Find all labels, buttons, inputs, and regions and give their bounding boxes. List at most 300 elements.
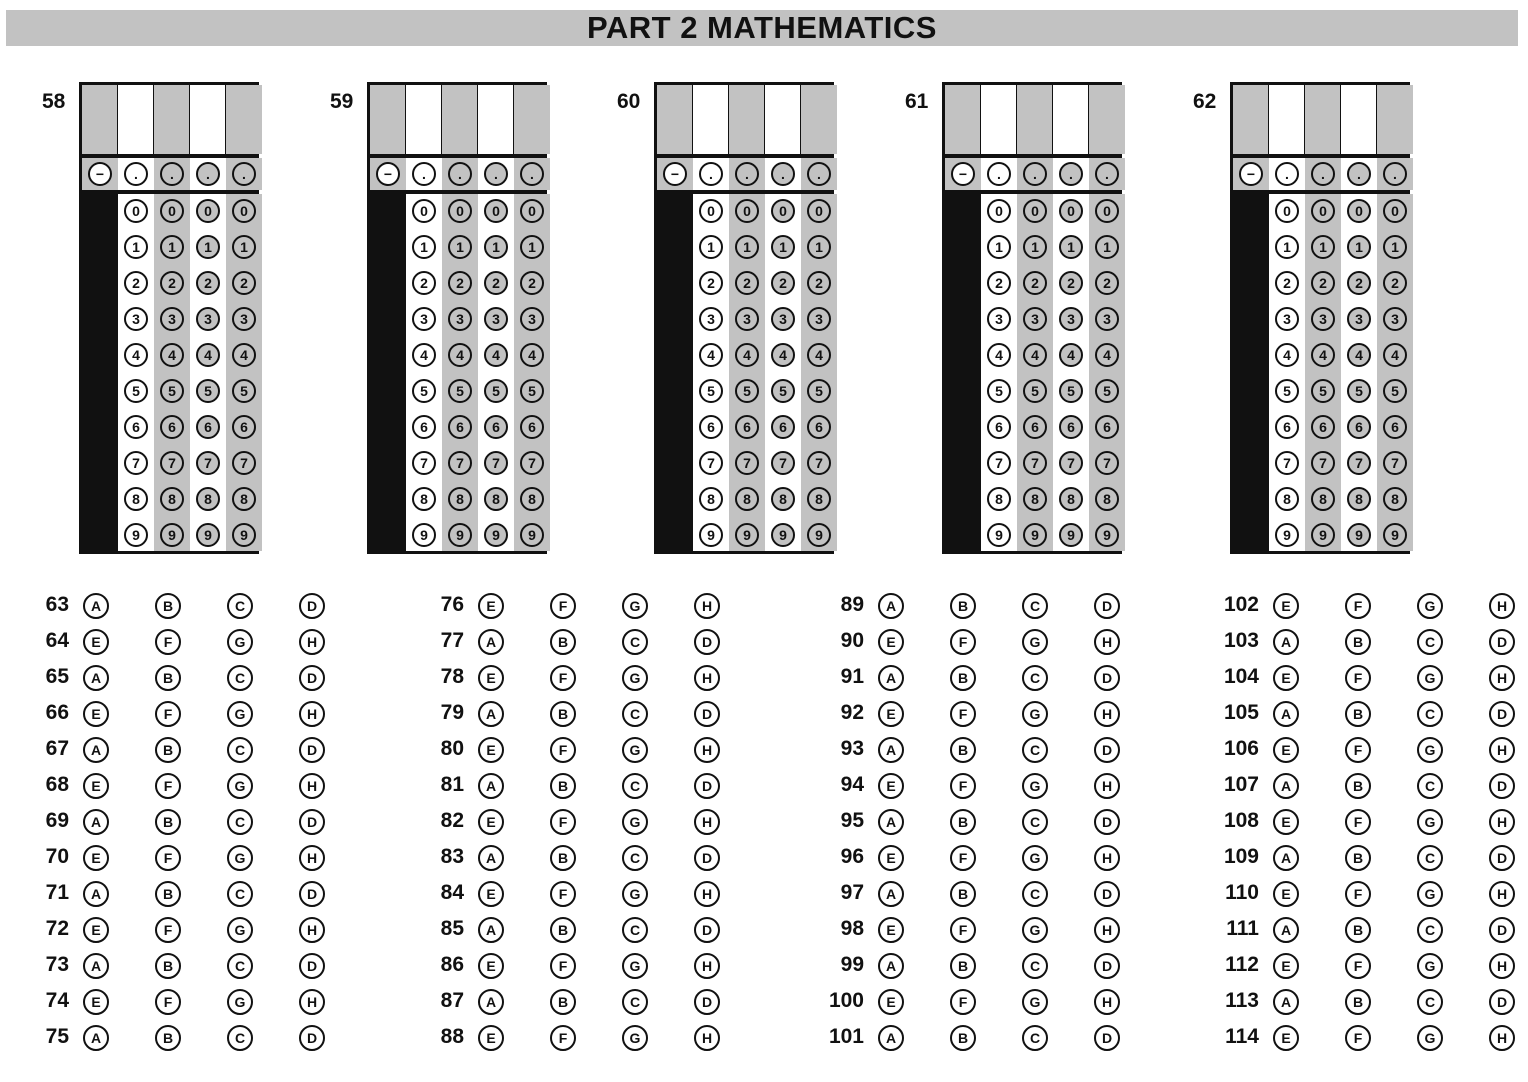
digit-bubble[interactable]: 2 xyxy=(1023,271,1047,295)
answer-bubble[interactable]: H xyxy=(1489,737,1515,763)
answer-bubble[interactable]: F xyxy=(155,629,181,655)
digit-bubble[interactable]: 4 xyxy=(1275,343,1299,367)
answer-bubble[interactable]: B xyxy=(155,593,181,619)
answer-bubble[interactable]: A xyxy=(1273,773,1299,799)
answer-bubble[interactable]: C xyxy=(622,989,648,1015)
answer-bubble[interactable]: A xyxy=(478,701,504,727)
minus-bubble[interactable]: − xyxy=(88,162,112,186)
decimal-bubble[interactable]: . xyxy=(1347,162,1371,186)
answer-bubble[interactable]: E xyxy=(478,737,504,763)
answer-bubble[interactable]: C xyxy=(227,593,253,619)
decimal-bubble[interactable]: . xyxy=(807,162,831,186)
answer-bubble[interactable]: G xyxy=(1417,809,1443,835)
digit-bubble[interactable]: 4 xyxy=(699,343,723,367)
digit-bubble[interactable]: 2 xyxy=(1059,271,1083,295)
answer-bubble[interactable]: F xyxy=(550,737,576,763)
answer-bubble[interactable]: B xyxy=(155,953,181,979)
answer-bubble[interactable]: F xyxy=(950,629,976,655)
answer-bubble[interactable]: D xyxy=(694,773,720,799)
answer-bubble[interactable]: C xyxy=(1022,593,1048,619)
write-in-box[interactable] xyxy=(1341,85,1377,154)
answer-bubble[interactable]: F xyxy=(155,989,181,1015)
write-in-box[interactable] xyxy=(1269,85,1305,154)
digit-bubble[interactable]: 8 xyxy=(1347,487,1371,511)
write-in-box[interactable] xyxy=(1089,85,1125,154)
answer-bubble[interactable]: B xyxy=(550,701,576,727)
write-in-box[interactable] xyxy=(1053,85,1089,154)
digit-bubble[interactable]: 8 xyxy=(987,487,1011,511)
decimal-bubble[interactable]: . xyxy=(448,162,472,186)
digit-bubble[interactable]: 8 xyxy=(1311,487,1335,511)
digit-bubble[interactable]: 1 xyxy=(771,235,795,259)
digit-bubble[interactable]: 2 xyxy=(232,271,256,295)
digit-bubble[interactable]: 0 xyxy=(232,199,256,223)
answer-bubble[interactable]: D xyxy=(694,917,720,943)
digit-bubble[interactable]: 5 xyxy=(1347,379,1371,403)
answer-bubble[interactable]: F xyxy=(950,989,976,1015)
digit-bubble[interactable]: 7 xyxy=(699,451,723,475)
answer-bubble[interactable]: D xyxy=(299,1025,325,1051)
digit-bubble[interactable]: 6 xyxy=(1095,415,1119,439)
digit-bubble[interactable]: 8 xyxy=(1059,487,1083,511)
answer-bubble[interactable]: D xyxy=(1094,809,1120,835)
answer-bubble[interactable]: B xyxy=(550,845,576,871)
decimal-bubble[interactable]: . xyxy=(1383,162,1407,186)
answer-bubble[interactable]: F xyxy=(1345,881,1371,907)
minus-bubble[interactable]: − xyxy=(951,162,975,186)
digit-bubble[interactable]: 7 xyxy=(735,451,759,475)
digit-bubble[interactable]: 5 xyxy=(448,379,472,403)
digit-bubble[interactable]: 8 xyxy=(484,487,508,511)
digit-bubble[interactable]: 8 xyxy=(520,487,544,511)
answer-bubble[interactable]: C xyxy=(1022,665,1048,691)
answer-bubble[interactable]: C xyxy=(1022,737,1048,763)
write-in-box[interactable] xyxy=(82,85,118,154)
answer-bubble[interactable]: E xyxy=(878,845,904,871)
answer-bubble[interactable]: E xyxy=(478,665,504,691)
answer-bubble[interactable]: F xyxy=(1345,737,1371,763)
answer-bubble[interactable]: F xyxy=(1345,809,1371,835)
answer-bubble[interactable]: E xyxy=(878,773,904,799)
digit-bubble[interactable]: 1 xyxy=(520,235,544,259)
digit-bubble[interactable]: 3 xyxy=(1023,307,1047,331)
answer-bubble[interactable]: H xyxy=(299,989,325,1015)
digit-bubble[interactable]: 8 xyxy=(412,487,436,511)
digit-bubble[interactable]: 9 xyxy=(771,523,795,547)
digit-bubble[interactable]: 3 xyxy=(448,307,472,331)
answer-bubble[interactable]: C xyxy=(622,701,648,727)
digit-bubble[interactable]: 1 xyxy=(448,235,472,259)
answer-bubble[interactable]: G xyxy=(1022,845,1048,871)
answer-bubble[interactable]: B xyxy=(950,1025,976,1051)
answer-bubble[interactable]: D xyxy=(1094,881,1120,907)
answer-bubble[interactable]: F xyxy=(1345,1025,1371,1051)
decimal-bubble[interactable]: . xyxy=(987,162,1011,186)
answer-bubble[interactable]: C xyxy=(1022,809,1048,835)
answer-bubble[interactable]: E xyxy=(83,917,109,943)
digit-bubble[interactable]: 4 xyxy=(1023,343,1047,367)
answer-bubble[interactable]: B xyxy=(550,989,576,1015)
minus-bubble[interactable]: − xyxy=(376,162,400,186)
digit-bubble[interactable]: 5 xyxy=(412,379,436,403)
answer-bubble[interactable]: B xyxy=(950,809,976,835)
digit-bubble[interactable]: 3 xyxy=(987,307,1011,331)
answer-bubble[interactable]: B xyxy=(950,881,976,907)
digit-bubble[interactable]: 4 xyxy=(412,343,436,367)
answer-bubble[interactable]: E xyxy=(1273,593,1299,619)
answer-bubble[interactable]: D xyxy=(299,953,325,979)
digit-bubble[interactable]: 7 xyxy=(1275,451,1299,475)
digit-bubble[interactable]: 0 xyxy=(520,199,544,223)
write-in-box[interactable] xyxy=(1233,85,1269,154)
digit-bubble[interactable]: 9 xyxy=(1095,523,1119,547)
digit-bubble[interactable]: 4 xyxy=(124,343,148,367)
digit-bubble[interactable]: 0 xyxy=(699,199,723,223)
digit-bubble[interactable]: 8 xyxy=(232,487,256,511)
answer-bubble[interactable]: B xyxy=(950,593,976,619)
digit-bubble[interactable]: 7 xyxy=(771,451,795,475)
digit-bubble[interactable]: 2 xyxy=(196,271,220,295)
digit-bubble[interactable]: 2 xyxy=(160,271,184,295)
answer-bubble[interactable]: E xyxy=(478,953,504,979)
answer-bubble[interactable]: E xyxy=(878,989,904,1015)
digit-bubble[interactable]: 0 xyxy=(807,199,831,223)
answer-bubble[interactable]: D xyxy=(694,989,720,1015)
answer-bubble[interactable]: H xyxy=(694,953,720,979)
digit-bubble[interactable]: 9 xyxy=(987,523,1011,547)
answer-bubble[interactable]: A xyxy=(478,773,504,799)
digit-bubble[interactable]: 6 xyxy=(699,415,723,439)
answer-bubble[interactable]: H xyxy=(1489,665,1515,691)
minus-bubble[interactable]: − xyxy=(1239,162,1263,186)
answer-bubble[interactable]: F xyxy=(155,701,181,727)
digit-bubble[interactable]: 3 xyxy=(484,307,508,331)
answer-bubble[interactable]: A xyxy=(83,665,109,691)
digit-bubble[interactable]: 6 xyxy=(484,415,508,439)
digit-bubble[interactable]: 2 xyxy=(735,271,759,295)
answer-bubble[interactable]: F xyxy=(950,701,976,727)
answer-bubble[interactable]: C xyxy=(1417,845,1443,871)
answer-bubble[interactable]: G xyxy=(1022,773,1048,799)
answer-bubble[interactable]: D xyxy=(1094,953,1120,979)
answer-bubble[interactable]: D xyxy=(1094,1025,1120,1051)
digit-bubble[interactable]: 1 xyxy=(196,235,220,259)
answer-bubble[interactable]: A xyxy=(1273,989,1299,1015)
digit-bubble[interactable]: 2 xyxy=(448,271,472,295)
digit-bubble[interactable]: 5 xyxy=(1311,379,1335,403)
answer-bubble[interactable]: A xyxy=(83,809,109,835)
answer-bubble[interactable]: A xyxy=(1273,845,1299,871)
answer-bubble[interactable]: B xyxy=(550,773,576,799)
digit-bubble[interactable]: 0 xyxy=(160,199,184,223)
decimal-bubble[interactable]: . xyxy=(1275,162,1299,186)
answer-bubble[interactable]: G xyxy=(227,989,253,1015)
digit-bubble[interactable]: 3 xyxy=(771,307,795,331)
decimal-bubble[interactable]: . xyxy=(484,162,508,186)
decimal-bubble[interactable]: . xyxy=(232,162,256,186)
answer-bubble[interactable]: G xyxy=(1417,665,1443,691)
answer-bubble[interactable]: B xyxy=(550,917,576,943)
digit-bubble[interactable]: 0 xyxy=(412,199,436,223)
digit-bubble[interactable]: 7 xyxy=(124,451,148,475)
answer-bubble[interactable]: F xyxy=(950,773,976,799)
answer-bubble[interactable]: C xyxy=(1417,989,1443,1015)
answer-bubble[interactable]: G xyxy=(227,629,253,655)
answer-bubble[interactable]: F xyxy=(550,881,576,907)
decimal-bubble[interactable]: . xyxy=(520,162,544,186)
digit-bubble[interactable]: 1 xyxy=(484,235,508,259)
digit-bubble[interactable]: 5 xyxy=(124,379,148,403)
digit-bubble[interactable]: 2 xyxy=(771,271,795,295)
answer-bubble[interactable]: A xyxy=(878,737,904,763)
digit-bubble[interactable]: 4 xyxy=(160,343,184,367)
answer-bubble[interactable]: B xyxy=(950,737,976,763)
digit-bubble[interactable]: 3 xyxy=(160,307,184,331)
digit-bubble[interactable]: 4 xyxy=(196,343,220,367)
digit-bubble[interactable]: 1 xyxy=(232,235,256,259)
answer-bubble[interactable]: A xyxy=(478,629,504,655)
digit-bubble[interactable]: 1 xyxy=(735,235,759,259)
write-in-box[interactable] xyxy=(729,85,765,154)
answer-bubble[interactable]: C xyxy=(622,845,648,871)
digit-bubble[interactable]: 0 xyxy=(771,199,795,223)
digit-bubble[interactable]: 5 xyxy=(520,379,544,403)
digit-bubble[interactable]: 4 xyxy=(1347,343,1371,367)
answer-bubble[interactable]: H xyxy=(299,629,325,655)
answer-bubble[interactable]: D xyxy=(299,737,325,763)
answer-bubble[interactable]: F xyxy=(550,809,576,835)
digit-bubble[interactable]: 7 xyxy=(1095,451,1119,475)
answer-bubble[interactable]: A xyxy=(83,953,109,979)
answer-bubble[interactable]: E xyxy=(1273,809,1299,835)
answer-bubble[interactable]: C xyxy=(227,881,253,907)
digit-bubble[interactable]: 7 xyxy=(484,451,508,475)
answer-bubble[interactable]: C xyxy=(622,917,648,943)
answer-bubble[interactable]: E xyxy=(1273,881,1299,907)
digit-bubble[interactable]: 7 xyxy=(1059,451,1083,475)
digit-bubble[interactable]: 0 xyxy=(196,199,220,223)
answer-bubble[interactable]: H xyxy=(1094,773,1120,799)
answer-bubble[interactable]: A xyxy=(878,809,904,835)
answer-bubble[interactable]: B xyxy=(155,665,181,691)
answer-bubble[interactable]: A xyxy=(478,845,504,871)
digit-bubble[interactable]: 9 xyxy=(484,523,508,547)
digit-bubble[interactable]: 0 xyxy=(124,199,148,223)
answer-bubble[interactable]: E xyxy=(83,773,109,799)
digit-bubble[interactable]: 3 xyxy=(1095,307,1119,331)
answer-bubble[interactable]: G xyxy=(1417,881,1443,907)
answer-bubble[interactable]: H xyxy=(299,845,325,871)
digit-bubble[interactable]: 3 xyxy=(735,307,759,331)
digit-bubble[interactable]: 8 xyxy=(735,487,759,511)
digit-bubble[interactable]: 5 xyxy=(699,379,723,403)
answer-bubble[interactable]: E xyxy=(83,701,109,727)
digit-bubble[interactable]: 1 xyxy=(124,235,148,259)
digit-bubble[interactable]: 2 xyxy=(807,271,831,295)
answer-bubble[interactable]: D xyxy=(1094,665,1120,691)
answer-bubble[interactable]: A xyxy=(478,989,504,1015)
digit-bubble[interactable]: 4 xyxy=(1059,343,1083,367)
answer-bubble[interactable]: A xyxy=(1273,629,1299,655)
answer-bubble[interactable]: C xyxy=(227,809,253,835)
digit-bubble[interactable]: 0 xyxy=(735,199,759,223)
answer-bubble[interactable]: D xyxy=(1489,773,1515,799)
digit-bubble[interactable]: 1 xyxy=(1347,235,1371,259)
answer-bubble[interactable]: E xyxy=(878,701,904,727)
digit-bubble[interactable]: 5 xyxy=(484,379,508,403)
digit-bubble[interactable]: 8 xyxy=(807,487,831,511)
write-in-box[interactable] xyxy=(118,85,154,154)
answer-bubble[interactable]: F xyxy=(550,593,576,619)
answer-bubble[interactable]: E xyxy=(1273,1025,1299,1051)
digit-bubble[interactable]: 7 xyxy=(412,451,436,475)
answer-bubble[interactable]: C xyxy=(1022,953,1048,979)
digit-bubble[interactable]: 6 xyxy=(160,415,184,439)
digit-bubble[interactable]: 1 xyxy=(1383,235,1407,259)
answer-bubble[interactable]: F xyxy=(155,845,181,871)
digit-bubble[interactable]: 8 xyxy=(160,487,184,511)
answer-bubble[interactable]: H xyxy=(299,917,325,943)
decimal-bubble[interactable]: . xyxy=(412,162,436,186)
digit-bubble[interactable]: 8 xyxy=(771,487,795,511)
digit-bubble[interactable]: 5 xyxy=(1275,379,1299,403)
answer-bubble[interactable]: G xyxy=(1022,917,1048,943)
answer-bubble[interactable]: D xyxy=(694,701,720,727)
digit-bubble[interactable]: 0 xyxy=(987,199,1011,223)
digit-bubble[interactable]: 2 xyxy=(1383,271,1407,295)
write-in-box[interactable] xyxy=(945,85,981,154)
answer-bubble[interactable]: B xyxy=(155,881,181,907)
decimal-bubble[interactable]: . xyxy=(124,162,148,186)
digit-bubble[interactable]: 2 xyxy=(1347,271,1371,295)
digit-bubble[interactable]: 4 xyxy=(1311,343,1335,367)
answer-bubble[interactable]: G xyxy=(1417,1025,1443,1051)
answer-bubble[interactable]: E xyxy=(1273,953,1299,979)
digit-bubble[interactable]: 5 xyxy=(1023,379,1047,403)
digit-bubble[interactable]: 9 xyxy=(232,523,256,547)
digit-bubble[interactable]: 8 xyxy=(1095,487,1119,511)
digit-bubble[interactable]: 2 xyxy=(520,271,544,295)
digit-bubble[interactable]: 4 xyxy=(735,343,759,367)
write-in-box[interactable] xyxy=(190,85,226,154)
answer-bubble[interactable]: B xyxy=(1345,773,1371,799)
answer-bubble[interactable]: G xyxy=(227,773,253,799)
answer-bubble[interactable]: G xyxy=(227,845,253,871)
digit-bubble[interactable]: 6 xyxy=(1275,415,1299,439)
digit-bubble[interactable]: 3 xyxy=(1311,307,1335,331)
digit-bubble[interactable]: 9 xyxy=(520,523,544,547)
digit-bubble[interactable]: 7 xyxy=(448,451,472,475)
digit-bubble[interactable]: 4 xyxy=(520,343,544,367)
answer-bubble[interactable]: H xyxy=(1489,881,1515,907)
digit-bubble[interactable]: 7 xyxy=(987,451,1011,475)
digit-bubble[interactable]: 4 xyxy=(807,343,831,367)
answer-bubble[interactable]: G xyxy=(1417,593,1443,619)
digit-bubble[interactable]: 3 xyxy=(196,307,220,331)
digit-bubble[interactable]: 6 xyxy=(771,415,795,439)
answer-bubble[interactable]: A xyxy=(83,737,109,763)
digit-bubble[interactable]: 0 xyxy=(448,199,472,223)
answer-bubble[interactable]: C xyxy=(227,953,253,979)
answer-bubble[interactable]: B xyxy=(1345,629,1371,655)
digit-bubble[interactable]: 5 xyxy=(196,379,220,403)
answer-bubble[interactable]: G xyxy=(227,917,253,943)
answer-bubble[interactable]: G xyxy=(622,953,648,979)
decimal-bubble[interactable]: . xyxy=(735,162,759,186)
answer-bubble[interactable]: H xyxy=(694,737,720,763)
answer-bubble[interactable]: A xyxy=(878,1025,904,1051)
digit-bubble[interactable]: 5 xyxy=(232,379,256,403)
answer-bubble[interactable]: D xyxy=(299,881,325,907)
digit-bubble[interactable]: 6 xyxy=(232,415,256,439)
answer-bubble[interactable]: H xyxy=(1094,989,1120,1015)
digit-bubble[interactable]: 3 xyxy=(124,307,148,331)
answer-bubble[interactable]: E xyxy=(478,881,504,907)
digit-bubble[interactable]: 4 xyxy=(1095,343,1119,367)
decimal-bubble[interactable]: . xyxy=(1023,162,1047,186)
answer-bubble[interactable]: H xyxy=(1094,917,1120,943)
decimal-bubble[interactable]: . xyxy=(196,162,220,186)
digit-bubble[interactable]: 8 xyxy=(1275,487,1299,511)
digit-bubble[interactable]: 6 xyxy=(520,415,544,439)
digit-bubble[interactable]: 2 xyxy=(699,271,723,295)
write-in-box[interactable] xyxy=(1305,85,1341,154)
decimal-bubble[interactable]: . xyxy=(1095,162,1119,186)
digit-bubble[interactable]: 6 xyxy=(807,415,831,439)
digit-bubble[interactable]: 0 xyxy=(1311,199,1335,223)
answer-bubble[interactable]: F xyxy=(155,917,181,943)
digit-bubble[interactable]: 0 xyxy=(1023,199,1047,223)
digit-bubble[interactable]: 6 xyxy=(448,415,472,439)
write-in-box[interactable] xyxy=(442,85,478,154)
answer-bubble[interactable]: F xyxy=(155,773,181,799)
digit-bubble[interactable]: 8 xyxy=(699,487,723,511)
digit-bubble[interactable]: 6 xyxy=(1311,415,1335,439)
digit-bubble[interactable]: 2 xyxy=(124,271,148,295)
digit-bubble[interactable]: 9 xyxy=(1311,523,1335,547)
digit-bubble[interactable]: 1 xyxy=(807,235,831,259)
digit-bubble[interactable]: 1 xyxy=(160,235,184,259)
answer-bubble[interactable]: G xyxy=(622,665,648,691)
answer-bubble[interactable]: H xyxy=(1094,629,1120,655)
write-in-box[interactable] xyxy=(514,85,550,154)
answer-bubble[interactable]: G xyxy=(1022,701,1048,727)
digit-bubble[interactable]: 3 xyxy=(1059,307,1083,331)
answer-bubble[interactable]: C xyxy=(1417,701,1443,727)
answer-bubble[interactable]: H xyxy=(299,701,325,727)
answer-bubble[interactable]: H xyxy=(299,773,325,799)
answer-bubble[interactable]: B xyxy=(1345,917,1371,943)
answer-bubble[interactable]: D xyxy=(299,809,325,835)
digit-bubble[interactable]: 4 xyxy=(987,343,1011,367)
digit-bubble[interactable]: 7 xyxy=(196,451,220,475)
answer-bubble[interactable]: D xyxy=(1094,737,1120,763)
answer-bubble[interactable]: B xyxy=(155,737,181,763)
answer-bubble[interactable]: B xyxy=(1345,845,1371,871)
digit-bubble[interactable]: 7 xyxy=(1383,451,1407,475)
digit-bubble[interactable]: 3 xyxy=(412,307,436,331)
answer-bubble[interactable]: D xyxy=(1094,593,1120,619)
digit-bubble[interactable]: 9 xyxy=(735,523,759,547)
digit-bubble[interactable]: 3 xyxy=(1275,307,1299,331)
digit-bubble[interactable]: 9 xyxy=(1023,523,1047,547)
digit-bubble[interactable]: 3 xyxy=(1347,307,1371,331)
answer-bubble[interactable]: D xyxy=(1489,917,1515,943)
digit-bubble[interactable]: 9 xyxy=(160,523,184,547)
answer-bubble[interactable]: A xyxy=(83,1025,109,1051)
answer-bubble[interactable]: F xyxy=(550,1025,576,1051)
digit-bubble[interactable]: 0 xyxy=(1095,199,1119,223)
